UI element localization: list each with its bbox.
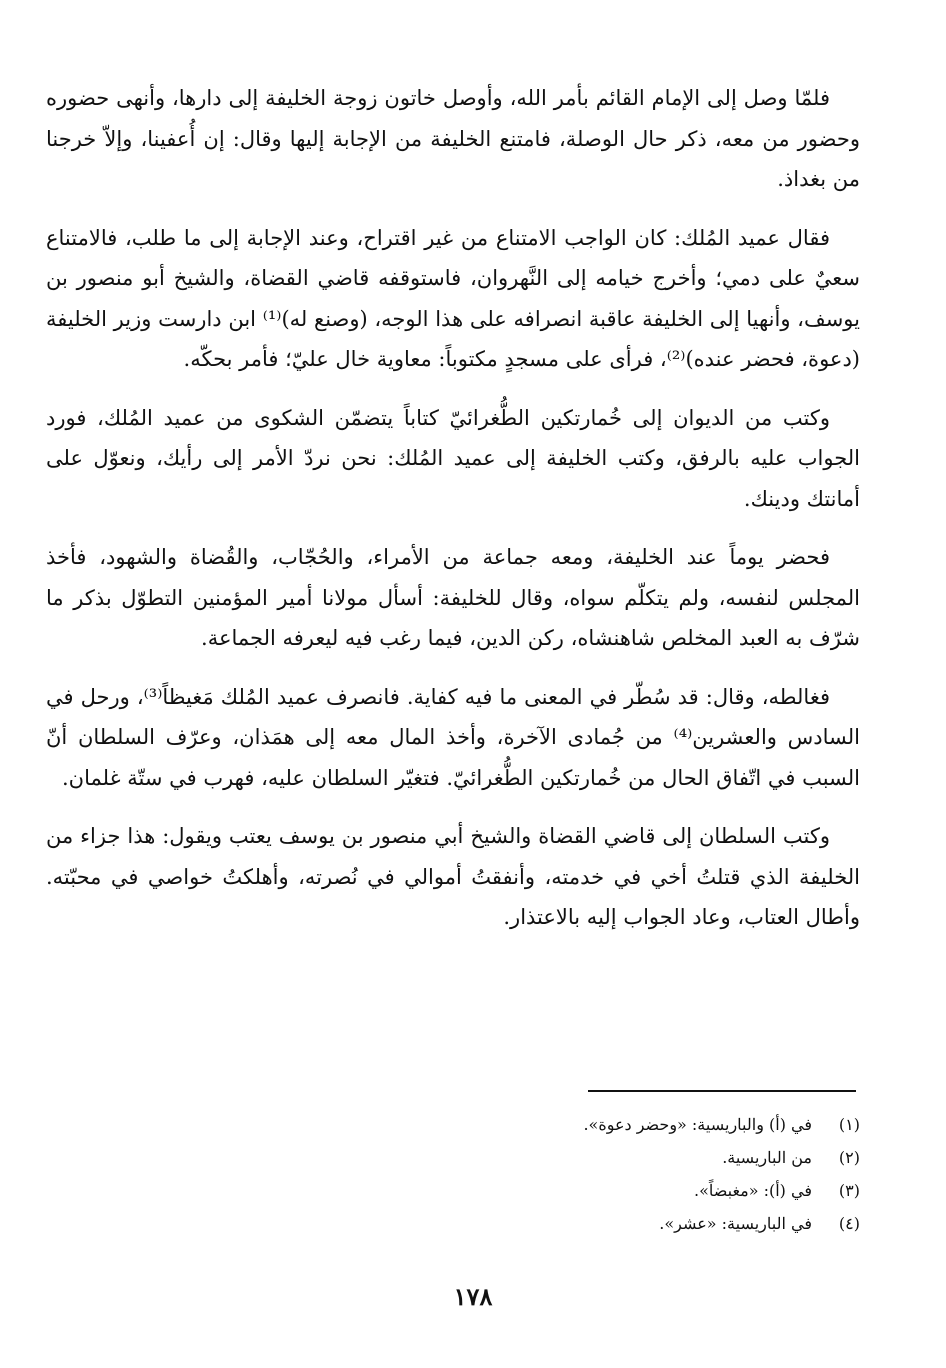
footnote-text: في الباريسية: «عشر». [659,1214,812,1233]
footnote-2 [360,1141,860,1174]
footnote-number: (٤) [838,1214,860,1233]
footnote-number: (٢) [838,1148,860,1167]
page-number: ١٧٨ [453,1282,493,1311]
footnote-number: (٣) [838,1181,860,1200]
paragraph-4: فحضر يوماً عند الخليفة، ومعه جماعة من الأمراء، والحُجّاب، والقُضاة والشهود، فأخذ المجلس لنفسه، ولم يتكلّم سواه، وقال للخليفة: أسأل مولانا أمير المؤمنين التطوّل بذكر ما شرّف به العبد المخلص شاهنشاه، ركن الدين، فيما رغب فيه ليعرفه الجماعة. [46,545,860,650]
paragraph-2: فقال عميد المُلك: كان الواجب الامتناع من غير اقتراح، وعند الإجابة إلى ما طلب، فالامتناع سعيٌ على دمي؛ وأخرج خيامه إلى النَّهروان، فاستوقفه قاضي القضاة، والشيخ أبو منصور بن يوسف، وأنهيا إلى الخليفة عاقبة انصرافه على هذا الوجه، (وصنع له)⁽¹⁾ ابن دارست وزير الخليفة (دعوة، فحضر عنده)⁽²⁾، فرأى على مسجدٍ مكتوباً: معاوية خال عليّ؛ فأمر بحكّه. [46,225,860,371]
main-text [46,78,860,956]
footnote-4 [360,1207,860,1240]
footnote-divider [588,1090,856,1092]
footnote-3 [360,1174,860,1207]
paragraph-5: فغالطه، وقال: قد سُطّر في المعنى ما فيه كفاية. فانصرف عميد المُلك مَغيظاً⁽³⁾، ورحل في السادس والعشرين⁽⁴⁾ من جُمادى الآخرة، وأخذ المال معه إلى همَذان، وعرّف السلطان أنّ السبب في اتّفاق الحال من خُمارتكين الطُّغرائيّ. فتغيّر السلطان عليه، فهرب في ستّة غلمان. [46,684,860,790]
footnote-number: (١) [838,1115,860,1134]
footnotes-list [360,1108,860,1240]
footnote-1 [360,1108,860,1141]
paragraph-3: وكتب من الديوان إلى خُمارتكين الطُّغرائيّ كتاباً يتضمّن الشكوى من عميد المُلك، فورد الجواب عليه بالرفق، وكتب الخليفة إلى عميد المُلك: نحن نردّ الأمر إلى رأيك، ونعوّل على أمانتك ودينك. [46,405,860,511]
paragraph-1: فلمّا وصل إلى الإمام القائم بأمر الله، وأوصل خاتون زوجة الخليفة إلى دارها، وأنهى حضوره وحضور من معه، ذكر حال الوصلة، فامتنع الخليفة من الإجابة إليها وقال: إن أُعفينا، وإلاّ خرجنا من بغداذ. [46,86,860,191]
footnote-text: من الباريسية. [722,1148,812,1167]
paragraph-6: وكتب السلطان إلى قاضي القضاة والشيخ أبي منصور بن يوسف يعتب ويقول: هذا جزاء من الخليفة الذي قتلتُ أخي في خدمته، وأنفقتُ أموالي في نُصرته، وأهلكتُ خواصي في محبّته. وأطال العتاب، وعاد الجواب إليه بالاعتذار. [46,824,860,929]
footnote-text: في (أ): «مغبضاً». [693,1181,812,1200]
footnote-text: في (أ) والباريسية: «وحضر دعوة». [583,1115,812,1134]
